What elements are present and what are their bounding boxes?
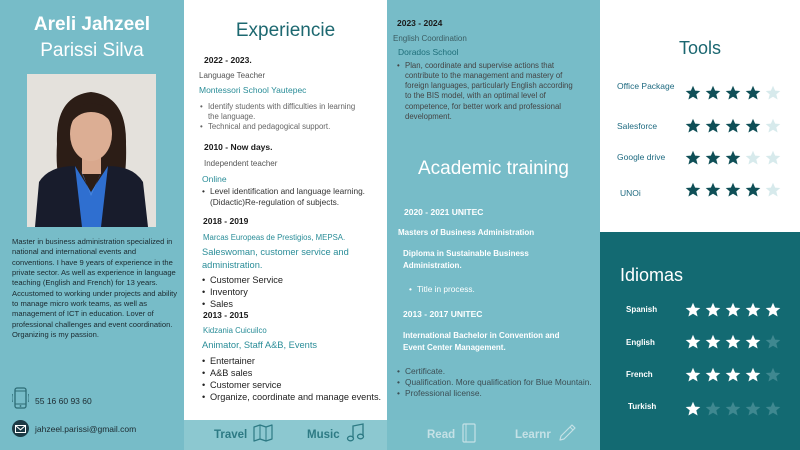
job-period: 2022 - 2023.: [204, 55, 252, 65]
star-empty-icon: [765, 150, 781, 166]
academic-bullet: • Qualification. More qualification for Blue Mountain.: [397, 377, 607, 388]
job-organization: Montessori School Yautepec: [199, 85, 307, 95]
map-icon: [253, 424, 273, 447]
hobby-learn: [515, 420, 577, 450]
academic-period: 2013 - 2017 UNITEC: [403, 309, 483, 319]
job-role: Language Teacher: [199, 71, 266, 80]
academic-degree: International Bachelor in Convention and Event Center Management.: [403, 331, 560, 352]
job-organization: Online: [202, 174, 227, 184]
mail-icon: [12, 420, 29, 437]
languages-panel: [600, 232, 800, 450]
star-empty-icon: [765, 367, 781, 383]
star-filled-icon: [705, 150, 721, 166]
academic-detail: Diploma in Sustainable Business Administration.: [403, 249, 529, 270]
job-period: 2023 - 2024: [397, 18, 443, 28]
star-filled-icon: [705, 302, 721, 318]
star-filled-icon: [725, 118, 741, 134]
star-empty-icon: [745, 401, 761, 417]
academic-bullet: • Professional license.: [397, 388, 607, 399]
star-empty-icon: [765, 334, 781, 350]
star-filled-icon: [705, 334, 721, 350]
star-filled-icon: [745, 118, 761, 134]
star-filled-icon: [685, 182, 701, 198]
star-filled-icon: [725, 334, 741, 350]
academic-bullets: [397, 366, 607, 399]
job-period: 2013 - 2015: [203, 310, 249, 320]
experience-panel: [184, 0, 387, 450]
star-filled-icon: [725, 302, 741, 318]
job-organization: Dorados School: [398, 47, 459, 57]
tool-rating: [685, 182, 781, 198]
star-empty-icon: [745, 150, 761, 166]
star-filled-icon: [705, 182, 721, 198]
job-bullet: • Sales: [202, 299, 382, 311]
tool-rating: [685, 118, 781, 134]
job-organization: Kidzania Cuicuilco: [203, 326, 267, 335]
tool-name: UNOi: [620, 188, 641, 198]
tools-heading: Tools: [678, 38, 722, 58]
tool-rating: [685, 85, 781, 101]
star-filled-icon: [685, 118, 701, 134]
star-filled-icon: [685, 150, 701, 166]
phone-contact: [12, 387, 92, 414]
tools-panel: [600, 0, 800, 232]
experience-heading: Experiencie: [235, 20, 336, 41]
star-filled-icon: [765, 302, 781, 318]
star-filled-icon: [745, 182, 761, 198]
hobby-label: Travel: [214, 429, 248, 441]
star-empty-icon: [765, 118, 781, 134]
job-bullet: • Customer service: [202, 380, 382, 392]
job-bullet: • Entertainer: [202, 356, 382, 368]
job-bullets: [202, 186, 382, 208]
hobby-label: Learnr: [515, 429, 551, 441]
job-bullets: [200, 102, 366, 132]
hobbies-strip: [184, 420, 600, 450]
job-bullets: [397, 61, 573, 122]
profile-summary: Master in business administration specialized in national and international events and conventions. I have 9 years of experience in the private sector. As well as experience in language teaching (English and French) for 13 years. Accustomed to working under projects and ability to manage micro work teams, as well as management of ICT in education. Lover of professional challenges and event coordination. Organizing is my passion.: [12, 237, 178, 339]
last-name: Parissi Silva: [40, 40, 144, 61]
book-icon: [461, 423, 477, 448]
profile-photo: [27, 74, 156, 227]
language-name: Spanish: [626, 305, 658, 314]
job-bullet: • Inventory: [202, 287, 382, 299]
star-filled-icon: [745, 367, 761, 383]
hobby-travel: [214, 420, 273, 450]
first-name: Areli Jahzeel: [33, 14, 151, 35]
phone-number: 55 16 60 93 60: [35, 395, 92, 406]
hobby-label: Music: [307, 429, 340, 441]
job-period: 2018 - 2019: [203, 216, 249, 226]
star-empty-icon: [725, 401, 741, 417]
music-note-icon: [346, 423, 366, 448]
hobby-read: [427, 420, 477, 450]
star-filled-icon: [745, 302, 761, 318]
languages-heading: Idiomas: [620, 265, 684, 285]
academic-period: 2020 - 2021 UNITEC: [404, 207, 484, 217]
star-filled-icon: [705, 85, 721, 101]
star-filled-icon: [705, 118, 721, 134]
job-bullets: [202, 356, 382, 404]
star-filled-icon: [685, 85, 701, 101]
tool-rating: [685, 150, 781, 166]
job-role: Independent teacher: [204, 159, 278, 168]
profile-panel: [0, 0, 184, 450]
language-rating: [685, 302, 781, 318]
star-filled-icon: [685, 401, 701, 417]
job-position: Animator, Staff A&B, Events: [202, 340, 318, 350]
language-rating: [685, 334, 781, 350]
star-filled-icon: [685, 302, 701, 318]
job-bullet: • Technical and pedagogical support.: [200, 122, 366, 132]
language-name: French: [626, 370, 653, 379]
job-bullet: • Organize, coordinate and manage events.: [202, 392, 382, 404]
star-filled-icon: [725, 150, 741, 166]
star-empty-icon: [765, 401, 781, 417]
star-filled-icon: [685, 334, 701, 350]
star-filled-icon: [685, 367, 701, 383]
star-filled-icon: [725, 85, 741, 101]
star-filled-icon: [705, 367, 721, 383]
job-bullet: • Level identification and language learning. (Didactic)Re-regulation of subjects.: [202, 186, 382, 208]
academic-degree: Masters of Business Administration: [398, 228, 535, 237]
job-period: 2010 - Now days.: [204, 142, 273, 152]
academic-bullets: [409, 284, 579, 295]
star-empty-icon: [705, 401, 721, 417]
tool-name: Google drive: [617, 152, 666, 162]
language-name: English: [626, 338, 655, 347]
academic-panel: [387, 0, 600, 450]
hobby-music: [307, 420, 366, 450]
tool-name: Office Package: [617, 81, 675, 91]
job-bullet: • A&B sales: [202, 368, 382, 380]
job-position: Saleswoman, customer service and administration.: [202, 247, 349, 271]
pencil-icon: [557, 423, 577, 448]
star-filled-icon: [725, 182, 741, 198]
star-filled-icon: [745, 85, 761, 101]
job-bullets: [202, 275, 382, 311]
email-address[interactable]: jahzeel.parissi@gmail.com: [35, 423, 137, 434]
star-empty-icon: [765, 182, 781, 198]
language-name: Turkish: [628, 402, 657, 411]
job-bullet: • Plan, coordinate and supervise actions that contribute to the management and mastery of foreign languages, particularly English according to the BIS model, with an optimal level of competence, for better work and professional development.: [397, 61, 573, 122]
job-role: English Coordination: [393, 34, 467, 43]
job-bullet: • Identify students with difficulties in learning the language.: [200, 102, 366, 122]
academic-bullet: • Title in process.: [409, 284, 579, 295]
academic-heading: Academic training: [417, 158, 570, 179]
star-filled-icon: [725, 367, 741, 383]
job-organization: Marcas Europeas de Prestigios, MEPSA.: [203, 233, 346, 242]
star-filled-icon: [745, 334, 761, 350]
language-rating: [685, 401, 781, 417]
hobby-label: Read: [427, 429, 456, 441]
job-bullet: • Customer Service: [202, 275, 382, 287]
academic-bullet: • Certificate.: [397, 366, 607, 377]
tool-name: Salesforce: [617, 121, 658, 131]
language-rating: [685, 367, 781, 383]
star-empty-icon: [765, 85, 781, 101]
email-contact: [12, 420, 136, 437]
phone-icon: [12, 387, 29, 414]
